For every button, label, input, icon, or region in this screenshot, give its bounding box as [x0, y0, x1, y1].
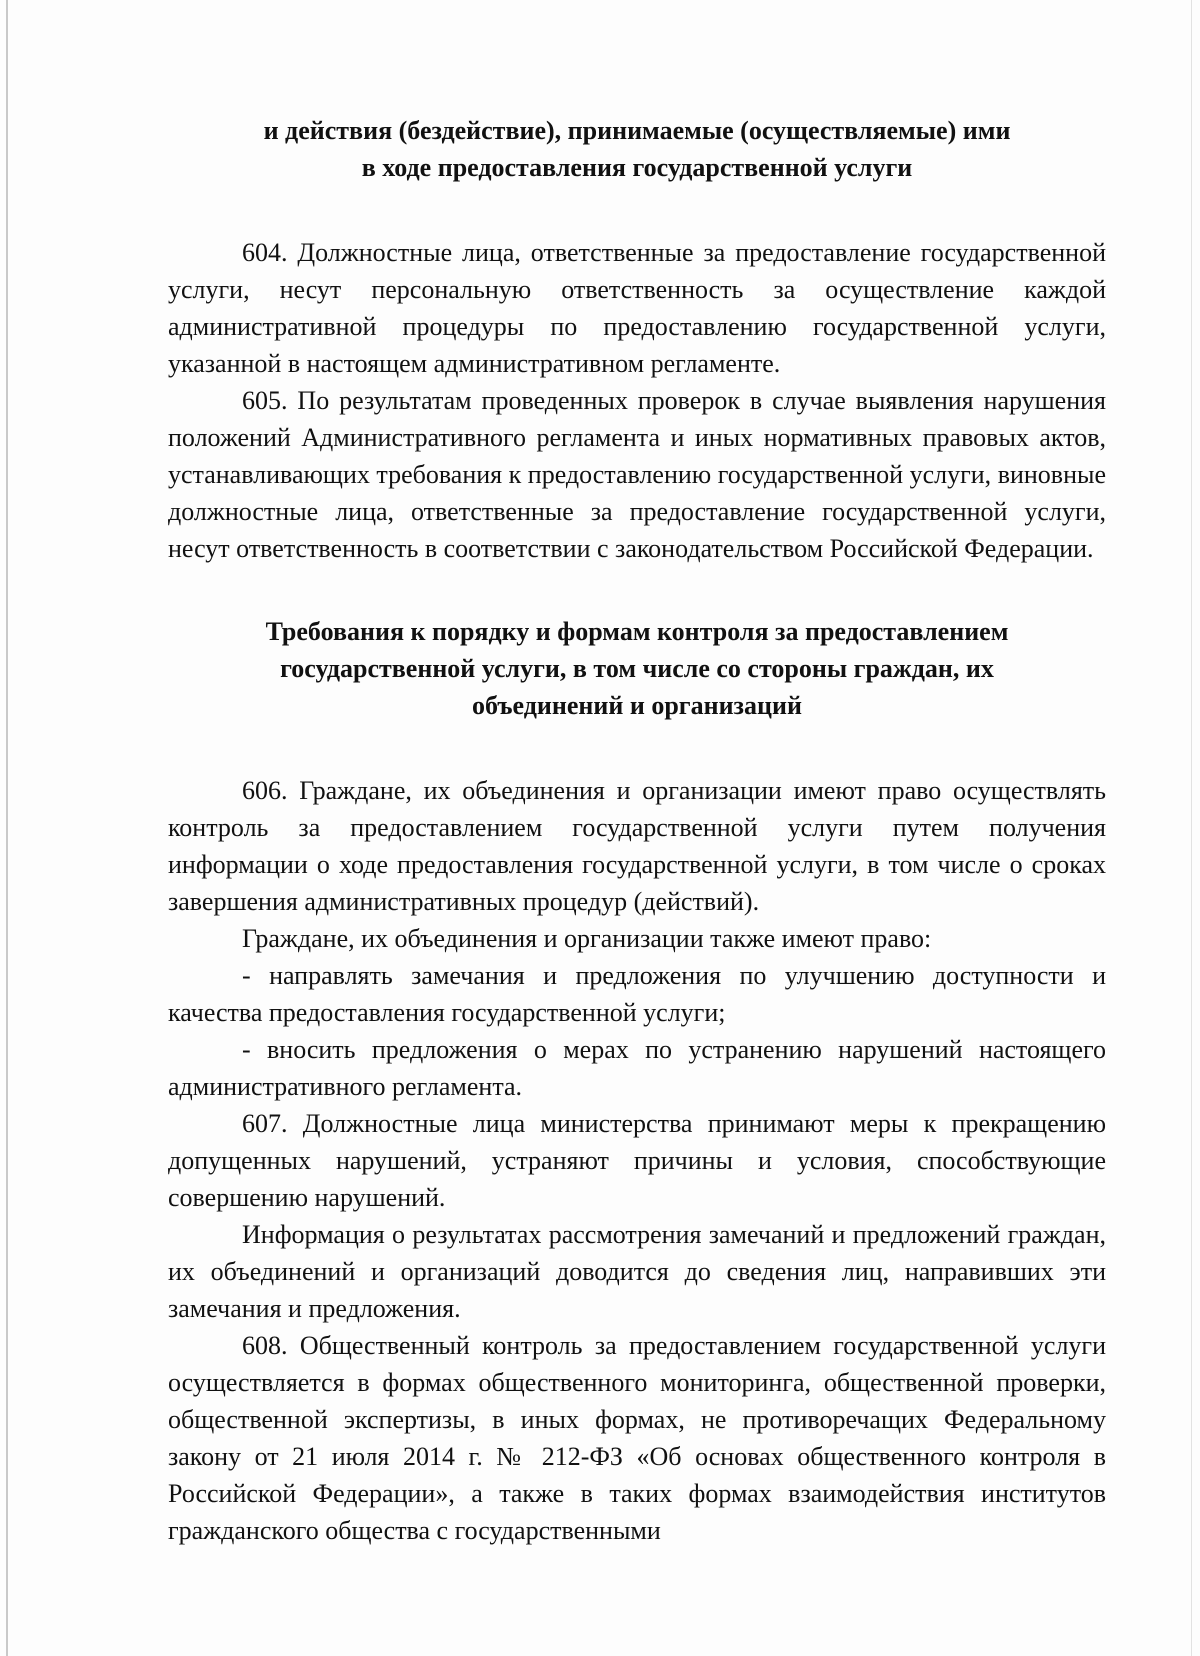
paragraph-right-item: - вносить предложения о мерах по устранению нарушений настоящего административного регламента. [168, 1035, 1106, 1101]
paragraph-information: Информация о результатах рассмотрения замечаний и предложений граждан, их объединений и организаций доводится до сведения лиц, направивших эти замечания и предложения. [168, 1220, 1106, 1323]
heading-line: объединений и организаций [472, 691, 802, 720]
document-body [168, 112, 1106, 1549]
paragraph-607: 607. Должностные лица министерства принимают меры к прекращению допущенных нарушений, устраняют причины и условия, способствующие совершению нарушений. [168, 1109, 1106, 1212]
scan-edge-left [6, 0, 8, 1656]
paragraph-605: 605. По результатам проведенных проверок в случае выявления нарушения положений Административного регламента и иных нормативных правовых актов, устанавливающих требования к предоставлению государственной услуги, виновные должностные лица, ответственные за предоставление государственной услуги, несут ответственность в соответствии с законодательством Российской Федерации. [168, 386, 1106, 563]
paragraph-608: 608. Общественный контроль за предоставлением государственной услуги осуществляется в формах общественного мониторинга, общественной проверки, общественной экспертизы, в иных формах, не противоречащих Федеральному закону от 21 июля 2014 г. № 212-ФЗ «Об основах общественного контроля в Российской Федерации», а также в таких формах взаимодействия институтов гражданского общества с государственными [168, 1331, 1106, 1545]
scan-edge-right [1191, 0, 1192, 1656]
heading-line: и действия (бездействие), принимаемые (осуществляемые) ими [263, 116, 1011, 145]
heading-line: государственной услуги, в том числе со стороны граждан, их [280, 654, 994, 683]
paragraph-604: 604. Должностные лица, ответственные за предоставление государственной услуги, несут персональную ответственность за осуществление каждой административной процедуры по предоставлению государственной услуги, указанной в настоящем административном регламенте. [168, 238, 1106, 378]
section-heading-control [168, 613, 1106, 724]
paragraph-right-item: - направлять замечания и предложения по улучшению доступности и качества предоставления государственной услуги; [168, 961, 1106, 1027]
paragraph-606: 606. Граждане, их объединения и организации имеют право осуществлять контроль за предоставлением государственной услуги путем получения информации о ходе предоставления государственной услуги, в том числе о сроках завершения административных процедур (действий). [168, 776, 1106, 916]
heading-line: Требования к порядку и формам контроля за предоставлением [265, 617, 1009, 646]
heading-line: в ходе предоставления государственной услуги [361, 153, 913, 182]
section-heading-top [168, 112, 1106, 186]
paragraph-rights-intro: Граждане, их объединения и организации также имеют право: [242, 924, 932, 953]
